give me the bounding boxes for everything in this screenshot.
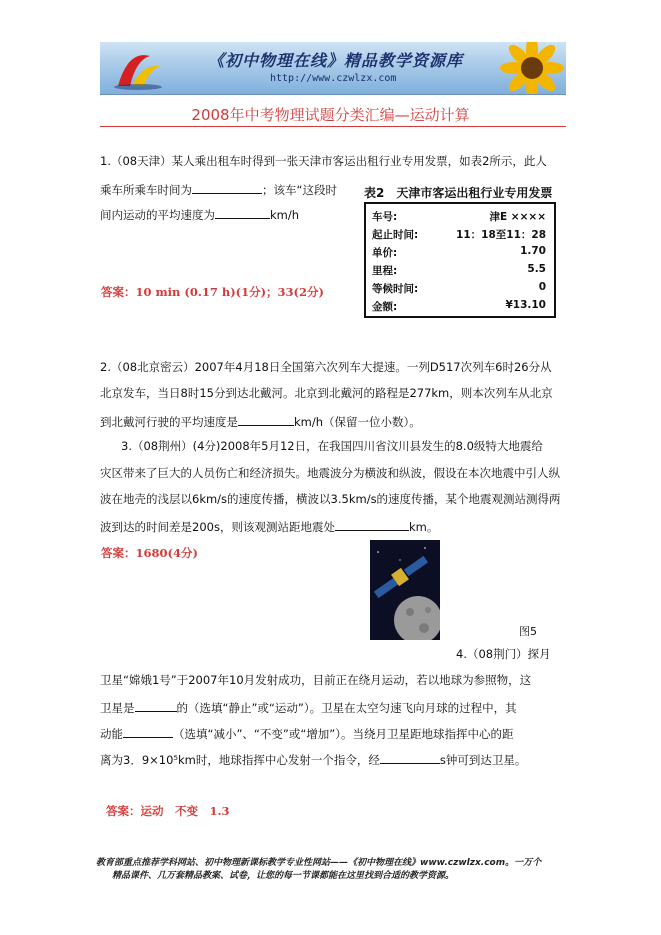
q1-line2 (100, 182, 337, 197)
q4-blank-energy (123, 726, 173, 738)
q1-line2-text: 乘车所乘车时间为 (100, 183, 192, 197)
ticket-row (372, 242, 548, 260)
q1-line1: 1.（08天津）某人乘出租车时得到一张天津市客运出租行业专用发票，如表2所示，此人 (100, 154, 547, 168)
banner-url: http://www.czwlzx.com (270, 73, 397, 84)
q4-line1: 4.（08荆门）探月 (456, 647, 551, 661)
ticket-row (372, 224, 548, 242)
q1-line2-tail: ；该车“这段时 (262, 183, 337, 197)
ticket-row-label: 等候时间: (372, 283, 419, 295)
ticket-row-label: 单价: (372, 247, 398, 259)
q4-line4-text: 动能 (100, 727, 123, 741)
site-banner (100, 42, 566, 95)
ticket-row (372, 278, 548, 296)
q4-line3-tail: 的（选填“静止”或“运动”）。卫星在太空匀速飞向月球的过程中，其 (176, 701, 517, 715)
ticket-row-label: 金额: (372, 301, 398, 313)
q3-line4-text: 波到达的时间差是200s，则该观测站距地震处 (100, 520, 335, 534)
q2-line3-text: 到北戴河行驶的平均速度是 (100, 415, 238, 429)
q4-line3-text: 卫星是 (100, 701, 135, 715)
q4-blank-motion (135, 700, 177, 712)
ticket-row-label: 车号: (372, 211, 398, 223)
figure-label: 图5 (519, 625, 537, 638)
q3-line4 (100, 519, 438, 534)
ticket-row-label: 里程: (372, 265, 398, 277)
q2-line3 (100, 414, 421, 429)
q4-line2: 卫星“嫦娥1号”于2007年10月发射成功，目前正在绕月运动，若以地球为参照物，这 (100, 673, 532, 687)
q1-answer: 答案：10 min (0.17 h)(1分)；33(2分) (101, 285, 324, 299)
ticket-row-value: 5.5 (527, 263, 546, 275)
footer-line1: 教育部重点推荐学科网站、初中物理新课标教学专业性网站——《初中物理在线》www.czwlzx.com。一万个 (96, 858, 542, 868)
q3-line3: 波在地壳的浅层以6km/s的速度传播，横波以3.5km/s的速度传播，某个地震观测站测得两 (100, 492, 561, 506)
q1-line3-text: 间内运动的平均速度为 (100, 208, 215, 222)
q2-line1: 2.（08北京密云）2007年4月18日全国第六次列车大提速。一列D517次列车6时26分从 (100, 360, 552, 374)
q3-answer: 答案：1680(4分) (101, 546, 198, 560)
ticket-row-value: 0 (538, 281, 546, 293)
banner-title: 《初中物理在线》精品教学资源库 (208, 51, 464, 70)
ticket-row-value: 1.70 (520, 245, 546, 257)
title-divider (100, 126, 566, 127)
ticket-row-value: ¥13.10 (505, 299, 546, 311)
q4-line5-tail: s钟可到达卫星。 (439, 753, 527, 767)
q3-line1: 3.（08荆州）(4分)2008年5月12日，在我国四川省汶川县发生的8.0级特大地震给 (121, 439, 543, 453)
taxi-ticket-table (364, 202, 556, 318)
q1-line3-unit: km/h (270, 208, 300, 222)
site-logo-icon (108, 46, 168, 92)
q2-line2: 北京发车，当日8时15分到达北戴河。北京到北戴河的路程是277km，则本次列车从北京 (100, 386, 553, 400)
q4-blank-time (380, 752, 440, 764)
ticket-row-value: 11：18至11：28 (456, 229, 546, 241)
document-title (0, 104, 661, 125)
q4-line5-text: 离为3．9×10⁵km时，地球指挥中心发射一个指令，经 (100, 753, 380, 767)
q4-line4 (100, 726, 514, 741)
page-footer (96, 857, 566, 883)
satellite-moon-image (370, 540, 440, 640)
q1-blank-speed (215, 207, 270, 219)
q3-line2: 灾区带来了巨大的人员伤亡和经济损失。地震波分为横波和纵波，假设在本次地震中引人纵 (100, 466, 560, 480)
q4-answer: 答案：运动 不变 1.3 (106, 804, 230, 818)
q4-line4-tail: （选填“减小”、“不变”或“增加”）。当绕月卫星距地球指挥中心的距 (173, 727, 514, 741)
q1-line3 (100, 207, 299, 222)
ticket-row-label: 起止时间: (372, 229, 419, 241)
q3-line4-unit: km。 (408, 520, 439, 534)
sunflower-icon (486, 42, 566, 95)
q2-blank-speed (238, 414, 294, 426)
ticket-caption: 表2 天津市客运出租行业专用发票 (364, 186, 553, 200)
q3-blank-distance (335, 519, 409, 531)
q4-line5 (100, 752, 526, 767)
ticket-row (372, 296, 548, 314)
ticket-row (372, 260, 548, 278)
ticket-row-value: 津E ×××× (489, 211, 546, 223)
document-title-text: 2008年中考物理试题分类汇编—运动计算 (191, 106, 470, 124)
q2-line3-tail: km/h（保留一位小数）。 (294, 415, 421, 429)
footer-line2: 精品课件、几万套精品教案、试卷，让您的每一节课都能在这里找到合适的教学资源。 (112, 871, 455, 881)
satellite-icon (370, 540, 440, 640)
ticket-row (372, 206, 548, 224)
q1-blank-time (192, 182, 262, 194)
q4-line3 (100, 700, 517, 715)
